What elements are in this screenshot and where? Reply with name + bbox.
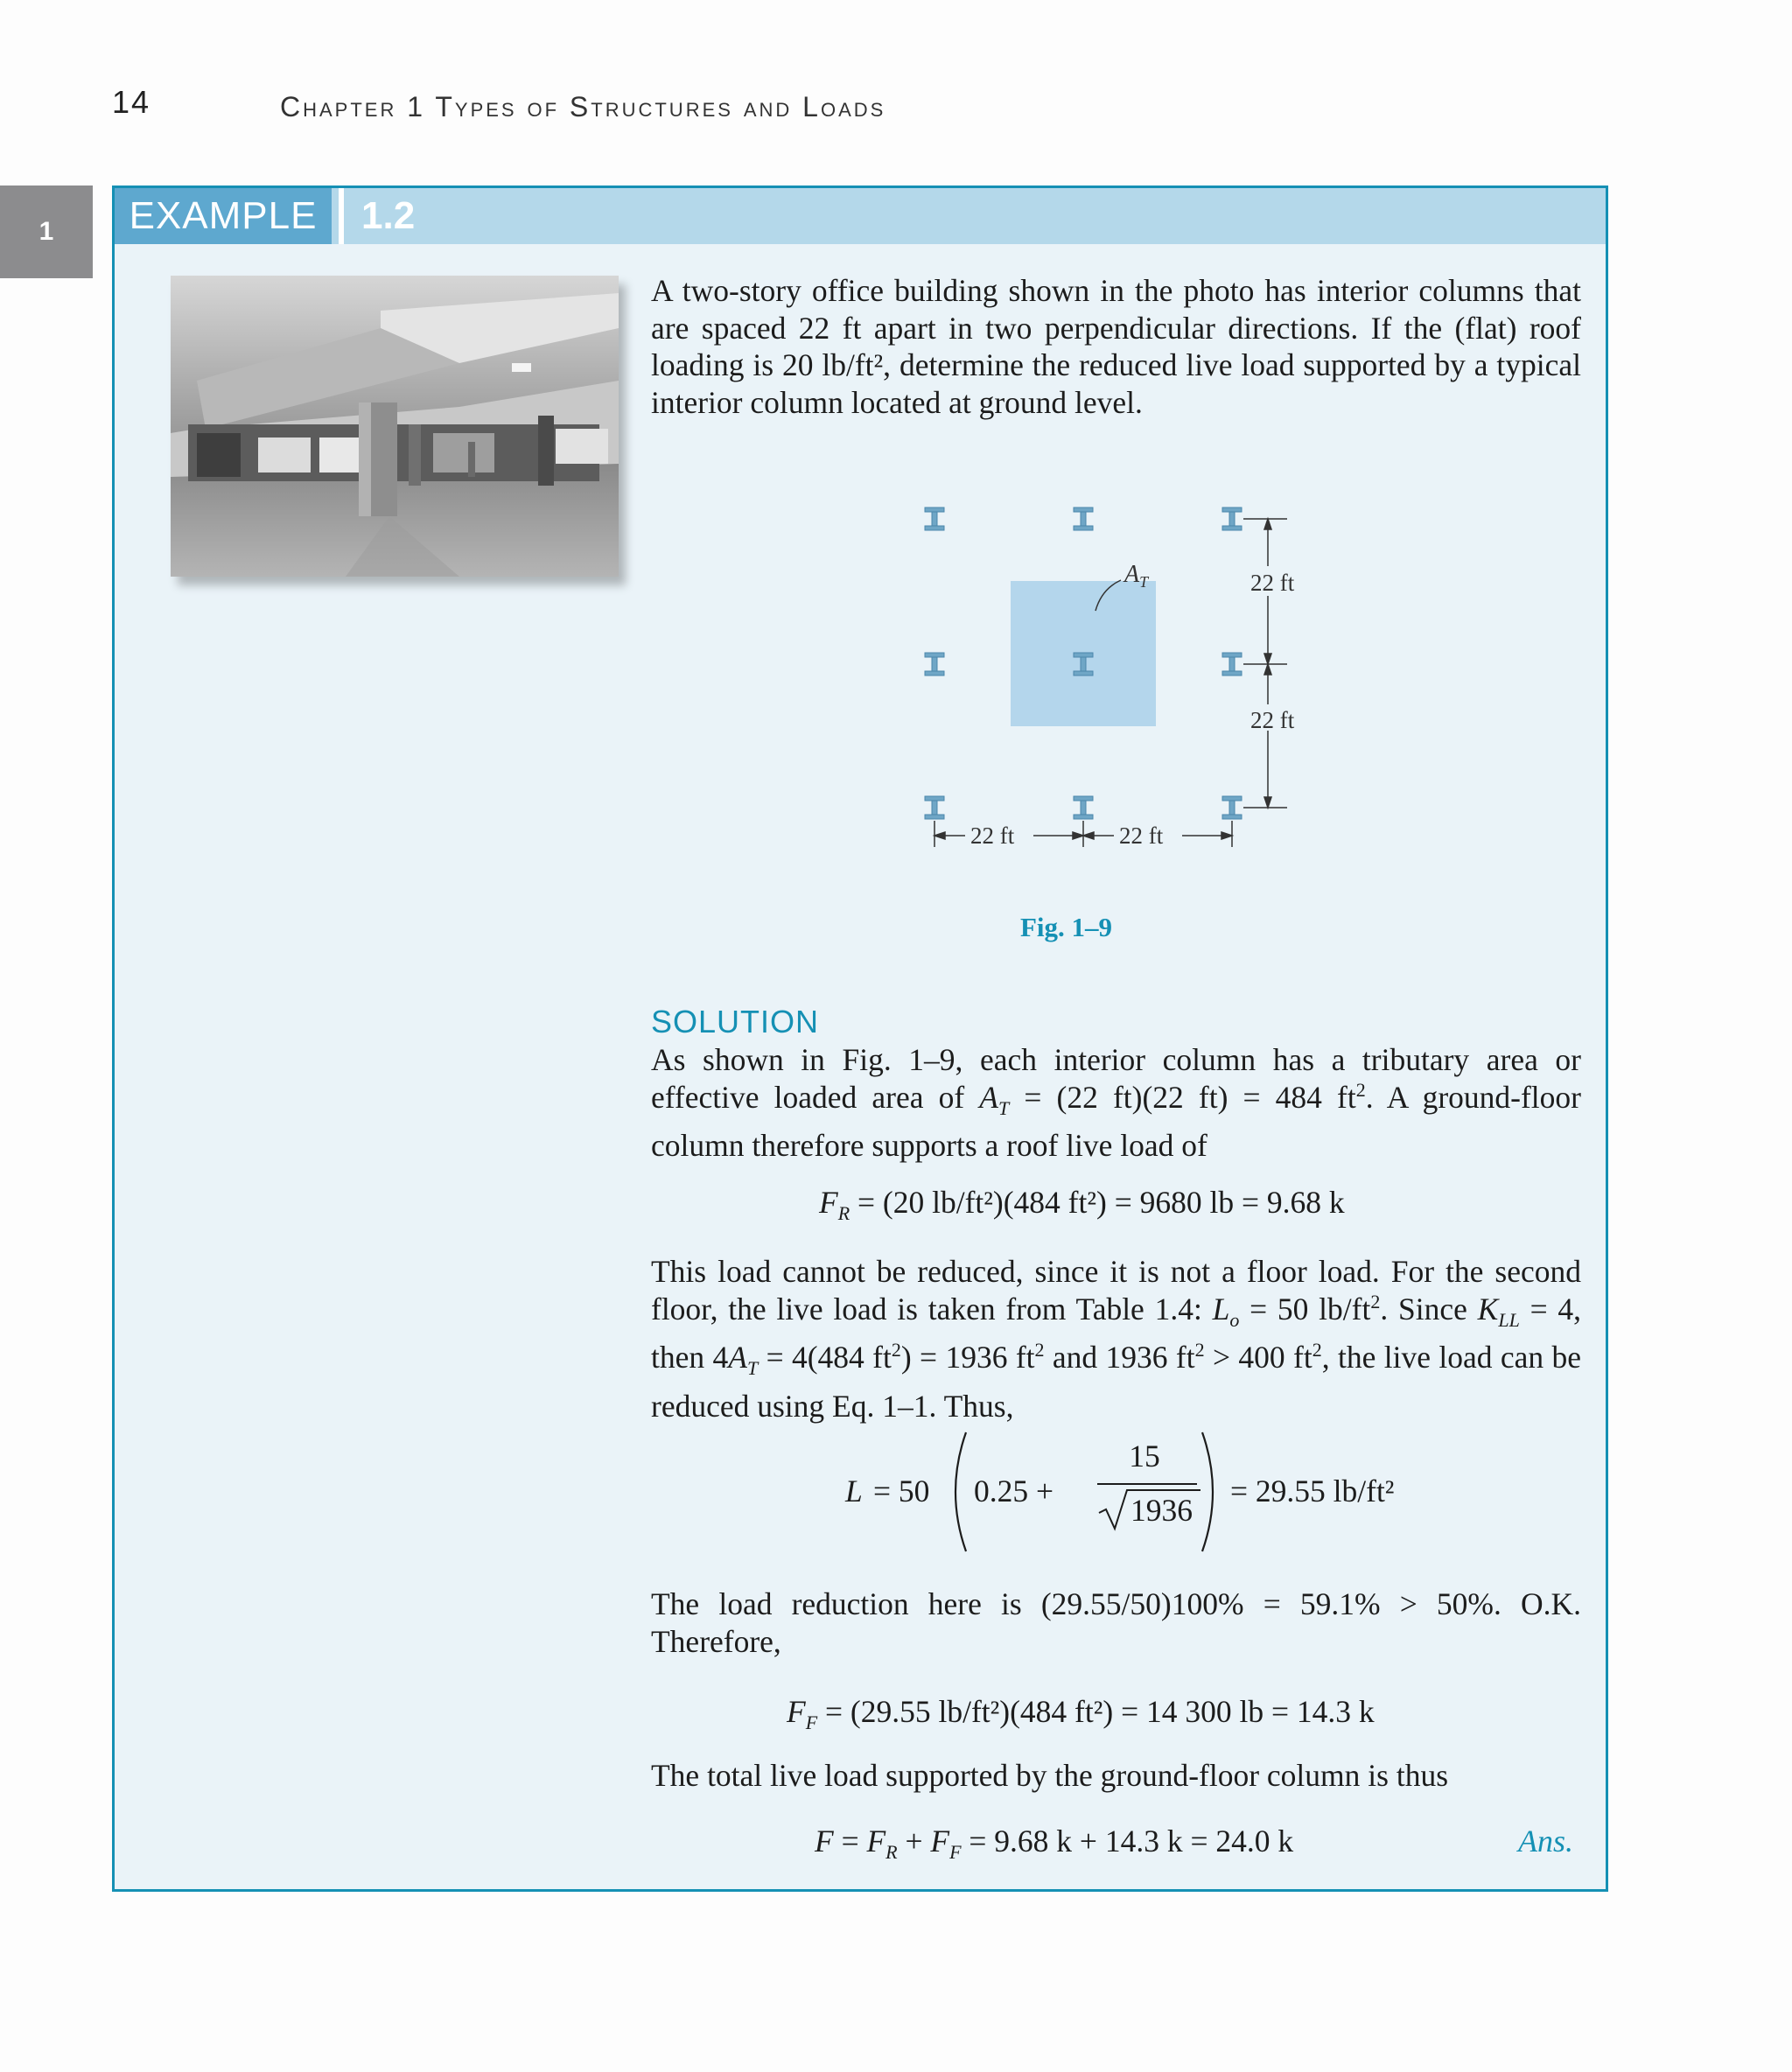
equation-reduced-load — [845, 1431, 1510, 1562]
column-icon — [1074, 508, 1093, 530]
equation-floor-load: $F_F = (29.55$ lb/ft²)(484 ft²) = 14 300 lb = 14.3 k — [787, 1694, 1375, 1734]
page-number: 14 — [112, 84, 151, 120]
eq2-right: = 29.55 lb/ft² — [1230, 1474, 1395, 1508]
answer-label: Ans. — [1518, 1824, 1573, 1858]
eq2-symbol: L — [845, 1474, 863, 1508]
example-header — [115, 188, 1606, 244]
problem-text: A two-story office building shown in the photo has interior columns that are spaced 22 ft apart in two perpendicular directions. If the (flat) roof loading is 20 lb/ft², determine the reduced live load supported by a typical interior column located at ground level. — [651, 273, 1581, 420]
equation-total-load: $F = F_R + F_F = 9.68$ k + 14.3 k = 24.0 k — [815, 1824, 1294, 1864]
solution-paragraph-2: This load cannot be reduced, since it is not a floor load. For the second floor, the live load is taken from Table 1.4: $L_o = 50$ $lb/ft^2$. Since $K_{LL} = 4$, then $4A_T = 4(484$ $ft^2) = 1936$ $ft^2$ and 1936 $ft^2 > 400$ $ft^2$, the live load can be reduced using Eq. 1–1. Thus, — [651, 1254, 1581, 1424]
column-icon — [1222, 508, 1242, 530]
paren-left — [943, 1431, 970, 1553]
eq2-left: = 50 — [873, 1474, 930, 1508]
solution-paragraph-1: As shown in Fig. 1–9, each interior column has a tributary area or effective loaded area of $A_T = (22$ ft)(22 ft) = 484 $ft^2$. A ground-floor column therefore supports a roof live load of — [651, 1042, 1581, 1164]
column-icon — [925, 653, 944, 676]
eq2-denominator: 1936 — [1130, 1493, 1193, 1528]
dim-horizontal-1: 22 ft — [970, 822, 1015, 849]
column-icon — [925, 796, 944, 819]
solution-paragraph-4: The total live load supported by the ground-floor column is thus — [651, 1758, 1449, 1793]
area-label: $A_T$ — [1124, 561, 1149, 591]
column-icon — [1222, 796, 1242, 819]
fraction-bar — [1097, 1483, 1197, 1485]
equation-roof-load: $F_R = (20$ lb/ft²)(484 ft²) = 9680 lb = 9.68 k — [819, 1185, 1345, 1225]
chapter-tab: 1 — [0, 186, 93, 278]
paren-right — [1199, 1431, 1225, 1553]
example-label: EXAMPLE — [115, 188, 332, 244]
running-title: Chapter 1 Types of Structures and Loads — [280, 91, 886, 122]
figure-caption: Fig. 1–9 — [1020, 912, 1113, 942]
eq2-inner: 0.25 + — [974, 1474, 1054, 1508]
column-icon — [1222, 653, 1242, 676]
eq2-numerator: 15 — [1129, 1438, 1160, 1474]
solution-paragraph-3: The load reduction here is (29.55/50)100% = 59.1% > 50%. O.K. Therefore, — [651, 1586, 1581, 1659]
solution-heading: SOLUTION — [651, 1004, 820, 1040]
dim-vertical-1: 22 ft — [1250, 570, 1295, 596]
dim-vertical-2: 22 ft — [1250, 707, 1295, 733]
dim-horizontal-2: 22 ft — [1119, 822, 1164, 849]
column-icon — [925, 508, 944, 530]
figure-1-9 — [902, 477, 1445, 849]
example-number: 1.2 — [339, 188, 444, 244]
building-photo — [171, 276, 619, 577]
example-box — [112, 186, 1608, 1892]
column-icon — [1074, 796, 1093, 819]
